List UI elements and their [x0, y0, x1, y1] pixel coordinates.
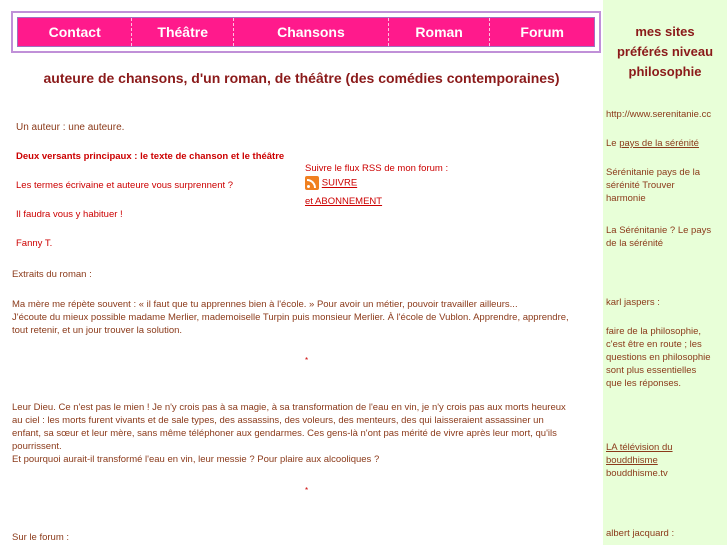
- intro-line-2: Deux versants principaux : le texte de chanson et le théâtre: [16, 151, 285, 162]
- tv-link-line1: [606, 441, 726, 454]
- excerpt-para2-line3: enfant, sa sœur et leur mère, sans même téléphoner aux gendarmes. Ces gens-là n'ont pas mérité de vivre après leur mort, qu'ils: [12, 428, 557, 439]
- quote-line-3: questions en philosophie: [606, 352, 711, 363]
- serenitanie-desc-3: harmonie: [606, 193, 646, 204]
- nav-theatre[interactable]: Théâtre: [132, 18, 234, 46]
- signature: Fanny T.: [16, 238, 53, 249]
- pays-line: [606, 137, 726, 150]
- nav-bar: [11, 11, 601, 53]
- quote-line-4: sont plus essentielles: [606, 365, 697, 376]
- forum-heading: Sur le forum :: [12, 532, 70, 543]
- excerpt-heading: Extraits du roman :: [12, 269, 92, 280]
- nav-menu: [17, 17, 595, 47]
- excerpt-para2-line4: pourrissent.: [12, 441, 62, 452]
- tv-link-line2: [606, 454, 726, 467]
- page-title: auteure de chansons, d'un roman, de théâtre (des comédies contemporaines): [43, 70, 560, 86]
- pays-prefix: Le: [606, 138, 620, 149]
- intro-line-3: Les termes écrivaine et auteure vous surprennent ?: [16, 180, 234, 191]
- nav-forum[interactable]: Forum: [520, 24, 564, 40]
- sidebar-title-line2: préférés niveau: [616, 44, 714, 59]
- nav-contact[interactable]: Contact: [18, 18, 132, 46]
- rss-icon[interactable]: [305, 176, 319, 190]
- serenitanie-q-1: La Sérénitanie ? Le pays: [606, 225, 712, 236]
- tv-bouddhisme-link[interactable]: LA télévision du: [606, 442, 673, 453]
- serenitanie-q-2: de la sérénité: [606, 238, 664, 249]
- excerpt-para2-line2: au ciel : les morts furent vivants et de sale types, des assassins, des voleurs, des menteurs, des qui laisseraient assassiner un: [12, 415, 544, 426]
- quote-line-2: c'est être en route ; les: [606, 339, 702, 350]
- nav-roman[interactable]: Roman: [389, 18, 491, 46]
- excerpt-para2-line5: Et pourquoi aurait-il transformé l'eau en vin, leur messie ? Pour plaire aux alcooliques ?: [12, 454, 380, 465]
- rss-subscribe-link[interactable]: et ABONNEMENT: [305, 196, 383, 207]
- sidebar-title: [603, 22, 727, 82]
- sidebar-title-line3: philosophie: [628, 64, 702, 79]
- intro-line-1: Un auteur : une auteure.: [16, 122, 125, 133]
- sidebar: [603, 0, 727, 545]
- rss-intro: Suivre le flux RSS de mon forum :: [305, 163, 449, 174]
- rss-block: [305, 176, 357, 190]
- serenitanie-url: http://www.serenitanie.cc: [606, 109, 712, 120]
- pays-serenite-link[interactable]: pays de la sérénité: [619, 138, 699, 149]
- excerpt-para1-line1: Ma mère me répète souvent : « il faut que tu apprennes bien à l'école. » Pour avoir un métier, pouvoir travailler ailleurs...: [12, 299, 518, 310]
- serenitanie-desc-1: Sérénitanie pays de la: [606, 167, 701, 178]
- excerpt-para1-line2: J'écoute du mieux possible madame Merlier, mademoiselle Turpin puis monsieur Merlier. À l'école de Vublon. Apprendre, apprendre,: [12, 312, 569, 323]
- nav-chansons[interactable]: Chansons: [234, 18, 389, 46]
- quote-line-1: faire de la philosophie,: [606, 326, 702, 337]
- separator-star-1: *: [305, 356, 309, 365]
- excerpt-para1-line3: tout retenir, et un jour trouver la solution.: [12, 325, 183, 336]
- jaspers-label: karl jaspers :: [606, 297, 660, 308]
- excerpt-para2-line1: Leur Dieu. Ce n'est pas le mien ! Je n'y crois pas à sa magie, à sa transformation de l'eau en vin, je n'y crois pas aux morts heureux: [12, 402, 566, 413]
- sidebar-title-line1: mes sites: [635, 24, 695, 39]
- jacquard-label: albert jacquard :: [606, 528, 675, 539]
- rss-follow-link[interactable]: SUIVRE: [321, 177, 358, 189]
- serenitanie-desc-2: sérénité Trouver: [606, 180, 675, 191]
- rss-subscribe-row: [305, 195, 382, 208]
- tv-site: bouddhisme.tv: [606, 468, 668, 479]
- tv-bouddhisme-link-2[interactable]: bouddhisme: [606, 455, 658, 466]
- intro-line-4: Il faudra vous y habituer !: [16, 209, 123, 220]
- quote-line-5: que les réponses.: [606, 378, 681, 389]
- separator-star-2: *: [305, 486, 309, 495]
